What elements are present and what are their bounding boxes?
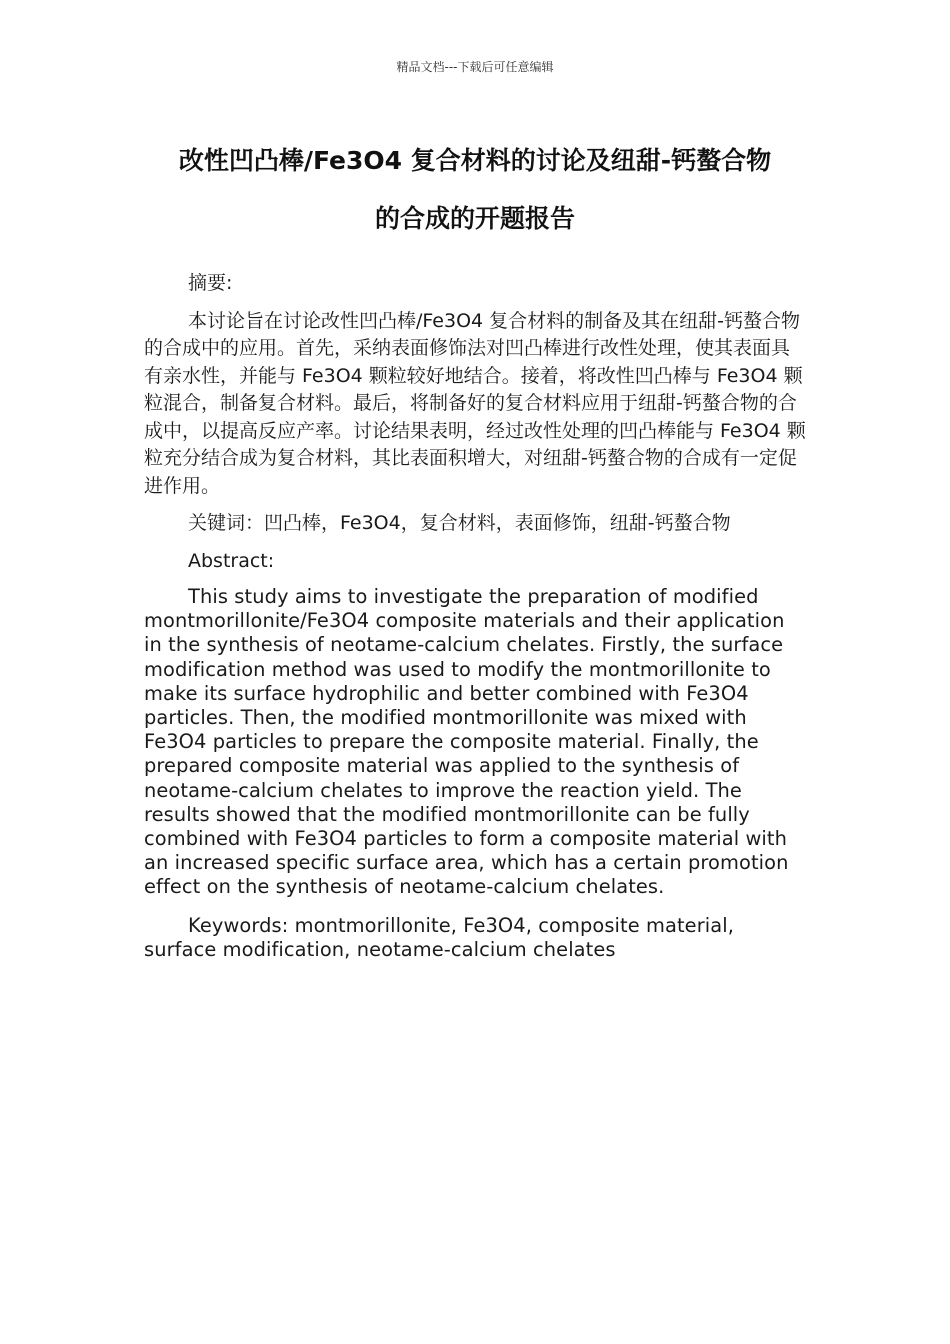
abstract-cn-heading: 摘要: [188,272,233,294]
abstract-en-body: This study aims to investigate the preparation of modified montmorillonite/Fe3O4 composite materials and their application in the synthesis of neotame-calcium chelates. Firstly, the surface modification method was used to modify the montmorillonite to make its surface hydrophilic and better combined with Fe3O4 particles. Then, the modified montmorillonite was mixed with Fe3O4 particles to prepare the composite material. Finally, the prepared composite material was applied to the synthesis of neotame-calcium chelates to improve the reaction yield. The results showed that the modified montmorillonite can be fully combined with Fe3O4 particles to form a composite material with an increased specific surface area, which has a certain promotion effect on the synthesis of neotame-calcium chelates. [144,585,789,899]
title-line-2: 的合成的开题报告 [374,204,575,233]
document-title [130,132,820,248]
title-line-1: 改性凹凸棒/Fe3O4 复合材料的讨论及纽甜-钙螯合物 [178,146,772,175]
keywords-cn: 关键词：凹凸棒，Fe3O4，复合材料，表面修饰，纽甜-钙螯合物 [188,512,731,534]
keywords-en: Keywords: montmorillonite, Fe3O4, composite material, surface modification, neotame-calcium chelates [144,913,735,961]
abstract-cn-body: 本讨论旨在讨论改性凹凸棒/Fe3O4 复合材料的制备及其在纽甜-钙螯合物的合成中的应用。首先，采纳表面修饰法对凹凸棒进行改性处理，使其表面具有亲水性，并能与 Fe3O4 颗粒较好地结合。接着，将改性凹凸棒与 Fe3O4 颗粒混合，制备复合材料。最后，将制备好的复合材料应用于纽甜-钙螯合物的合成中，以提高反应产率。讨论结果表明，经过改性处理的凹凸棒能与 Fe3O4 颗粒充分结合成为复合材料，其比表面积增大，对纽甜-钙螯合物的合成有一定促进作用。 [144,309,806,497]
header-note: 精品文档---下载后可任意编辑 [396,60,554,74]
document-content [144,270,806,962]
abstract-en-heading: Abstract: [188,549,275,572]
